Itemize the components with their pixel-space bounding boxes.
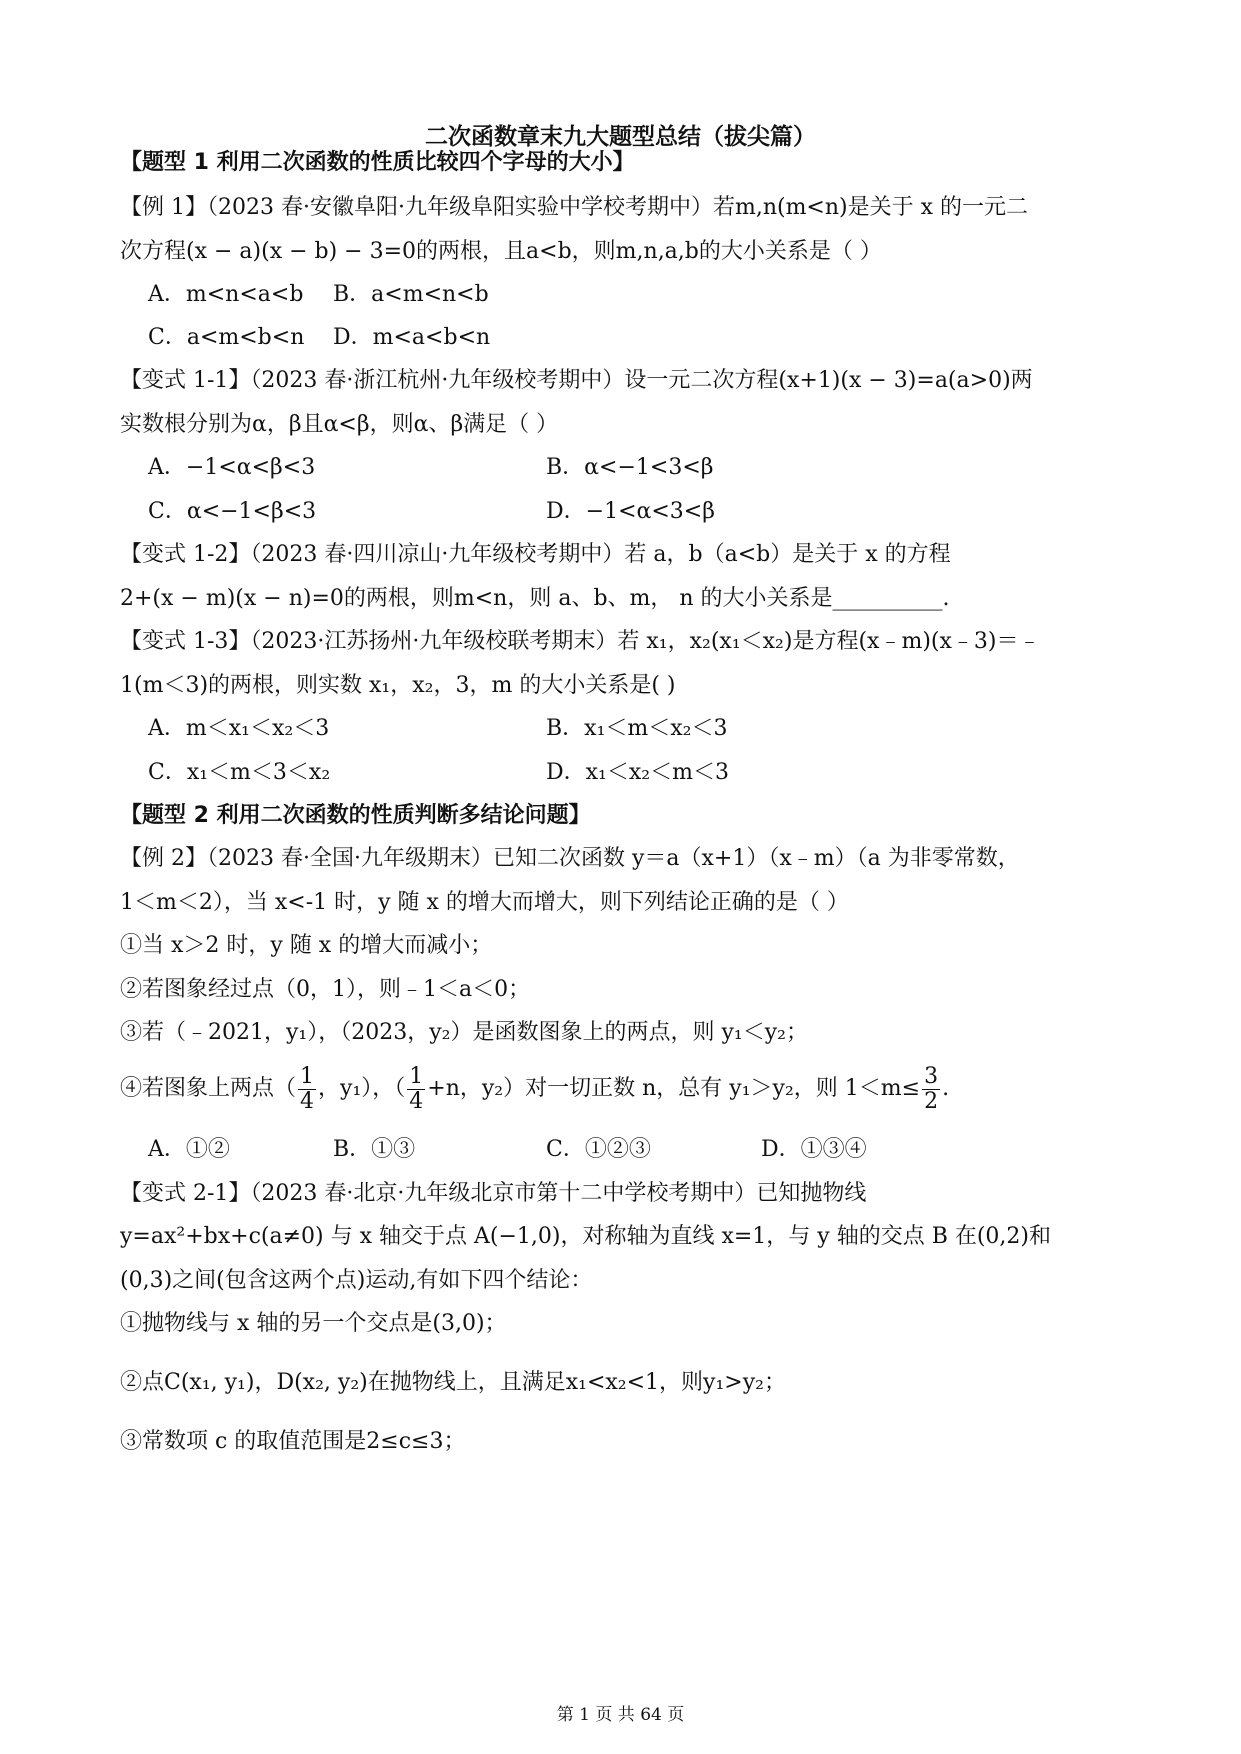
conclusion-4-text-c: +n，y₂）对一切正数 n，总有 y₁＞y₂，则 1＜m≤ xyxy=(427,1076,921,1101)
example-1-option-c: C．a<m<b<n xyxy=(148,325,305,350)
variant-1-3-line-1: 【变式 1-3】（2023·江苏扬州·九年级校联考期末）若 x₁，x₂(x₁＜x₂)是方程(x﹣m)(x﹣3)＝﹣ xyxy=(120,629,1041,654)
variant-1-3-option-c: C．x₁＜m＜3＜x₂ xyxy=(148,760,331,785)
example-2-line-2: 1＜m＜2），当 x<-1 时，y 随 x 的增大而增大，则下列结论正确的是（ ） xyxy=(120,890,849,915)
variant-1-1-option-a: A．−1<α<β<3 xyxy=(148,455,316,480)
fraction-denominator: 2 xyxy=(924,1088,939,1114)
example-2-option-b: B．①③ xyxy=(333,1137,416,1162)
variant-1-1-line-1: 【变式 1-1】（2023 春·浙江杭州·九年级校考期中）设一元二次方程(x+1)(x − 3)=a(a>0)两 xyxy=(120,368,1033,393)
variant-1-1-line-2: 实数根分别为α，β且α<β，则α、β满足（ ） xyxy=(120,412,559,437)
fraction-one-quarter xyxy=(298,1065,316,1114)
example-2-conclusion-3: ③若（﹣2021，y₁），（2023，y₂）是函数图象上的两点，则 y₁＜y₂； xyxy=(120,1020,808,1045)
fraction-one-quarter-2 xyxy=(407,1065,425,1114)
example-1-option-d: D．m<a<b<n xyxy=(333,325,491,350)
variant-2-1-line-2: y=ax²+bx+c(a≠0) 与 x 轴交于点 A(−1,0)，对称轴为直线 x=1，与 y 轴的交点 B 在(0,2)和 xyxy=(120,1224,1052,1249)
section-heading-2: 【题型 2 利用二次函数的性质判断多结论问题】 xyxy=(120,803,591,828)
variant-1-3-line-2: 1(m＜3)的两根，则实数 x₁，x₂，3，m 的大小关系是( ) xyxy=(120,673,676,698)
variant-1-1-option-b: B．α<−1<3<β xyxy=(546,455,714,480)
example-2-conclusion-4 xyxy=(120,1060,1141,1118)
variant-2-1-conclusion-3: ③常数项 c 的取值范围是2≤c≤3； xyxy=(120,1429,466,1454)
variant-2-1-conclusion-1: ①抛物线与 x 轴的另一个交点是(3,0)； xyxy=(120,1311,507,1336)
example-2-conclusion-2: ②若图象经过点（0，1），则﹣1＜a＜0； xyxy=(120,977,531,1002)
example-1-line-2: 次方程(x − a)(x − b) − 3=0的两根，且a<b，则m,n,a,b的大小关系是（ ） xyxy=(120,239,882,264)
example-2-option-a: A．①② xyxy=(148,1137,230,1162)
variant-1-3-option-d: D．x₁＜x₂＜m＜3 xyxy=(546,760,729,785)
example-2-conclusion-1: ①当 x＞2 时，y 随 x 的增大而减小； xyxy=(120,933,493,958)
variant-2-1-conclusion-2: ②点C(x₁, y₁)，D(x₂, y₂)在抛物线上，且满足x₁<x₂<1，则y₁>y₂； xyxy=(120,1370,786,1395)
example-1-option-a: A．m<n<a<b xyxy=(148,282,304,307)
conclusion-4-text-d: . xyxy=(942,1076,950,1101)
conclusion-4-text-a: ④若图象上两点（ xyxy=(120,1076,297,1101)
example-2-line-1: 【例 2】（2023 春·全国·九年级期末）已知二次函数 y＝a（x+1）（x﹣m）（a 为非零常数， xyxy=(120,846,1020,871)
fraction-denominator: 4 xyxy=(409,1088,424,1114)
section-heading-1: 【题型 1 利用二次函数的性质比较四个字母的大小】 xyxy=(120,150,635,175)
variant-2-1-line-3: (0,3)之间(包含这两个点)运动,有如下四个结论： xyxy=(120,1268,593,1293)
variant-1-3-option-a: A．m＜x₁＜x₂＜3 xyxy=(148,716,330,741)
fraction-numerator: 1 xyxy=(300,1063,315,1089)
conclusion-4-text-b: ，y₁），（ xyxy=(318,1076,406,1101)
fraction-numerator: 1 xyxy=(409,1063,424,1089)
page-title: 二次函数章末九大题型总结（拔尖篇） xyxy=(425,123,816,150)
example-2-option-c: C．①②③ xyxy=(546,1137,651,1162)
page-footer: 第 1 页 共 64 页 xyxy=(556,1705,685,1725)
fraction-three-halves xyxy=(922,1065,940,1114)
example-1-option-b: B．a<m<n<b xyxy=(333,282,489,307)
variant-1-1-option-d: D．−1<α<3<β xyxy=(546,499,715,524)
variant-1-2-line-2: 2+(x − m)(x − n)=0的两根，则m<n，则 a、b、m， n 的大小关系是__________. xyxy=(120,586,950,611)
fraction-numerator: 3 xyxy=(924,1063,939,1089)
variant-1-2-line-1: 【变式 1-2】（2023 春·四川凉山·九年级校考期中）若 a，b（a<b）是关于 x 的方程 xyxy=(120,542,951,567)
variant-1-1-option-c: C．α<−1<β<3 xyxy=(148,499,317,524)
fraction-denominator: 4 xyxy=(300,1088,315,1114)
variant-2-1-line-1: 【变式 2-1】（2023 春·北京·九年级北京市第十二中学校考期中）已知抛物线 xyxy=(120,1181,867,1206)
example-1-line-1: 【例 1】（2023 春·安徽阜阳·九年级阜阳实验中学校考期中）若m,n(m<n)是关于 x 的一元二 xyxy=(120,195,1029,220)
example-2-option-d: D．①③④ xyxy=(761,1137,867,1162)
variant-1-3-option-b: B．x₁＜m＜x₂＜3 xyxy=(546,716,728,741)
